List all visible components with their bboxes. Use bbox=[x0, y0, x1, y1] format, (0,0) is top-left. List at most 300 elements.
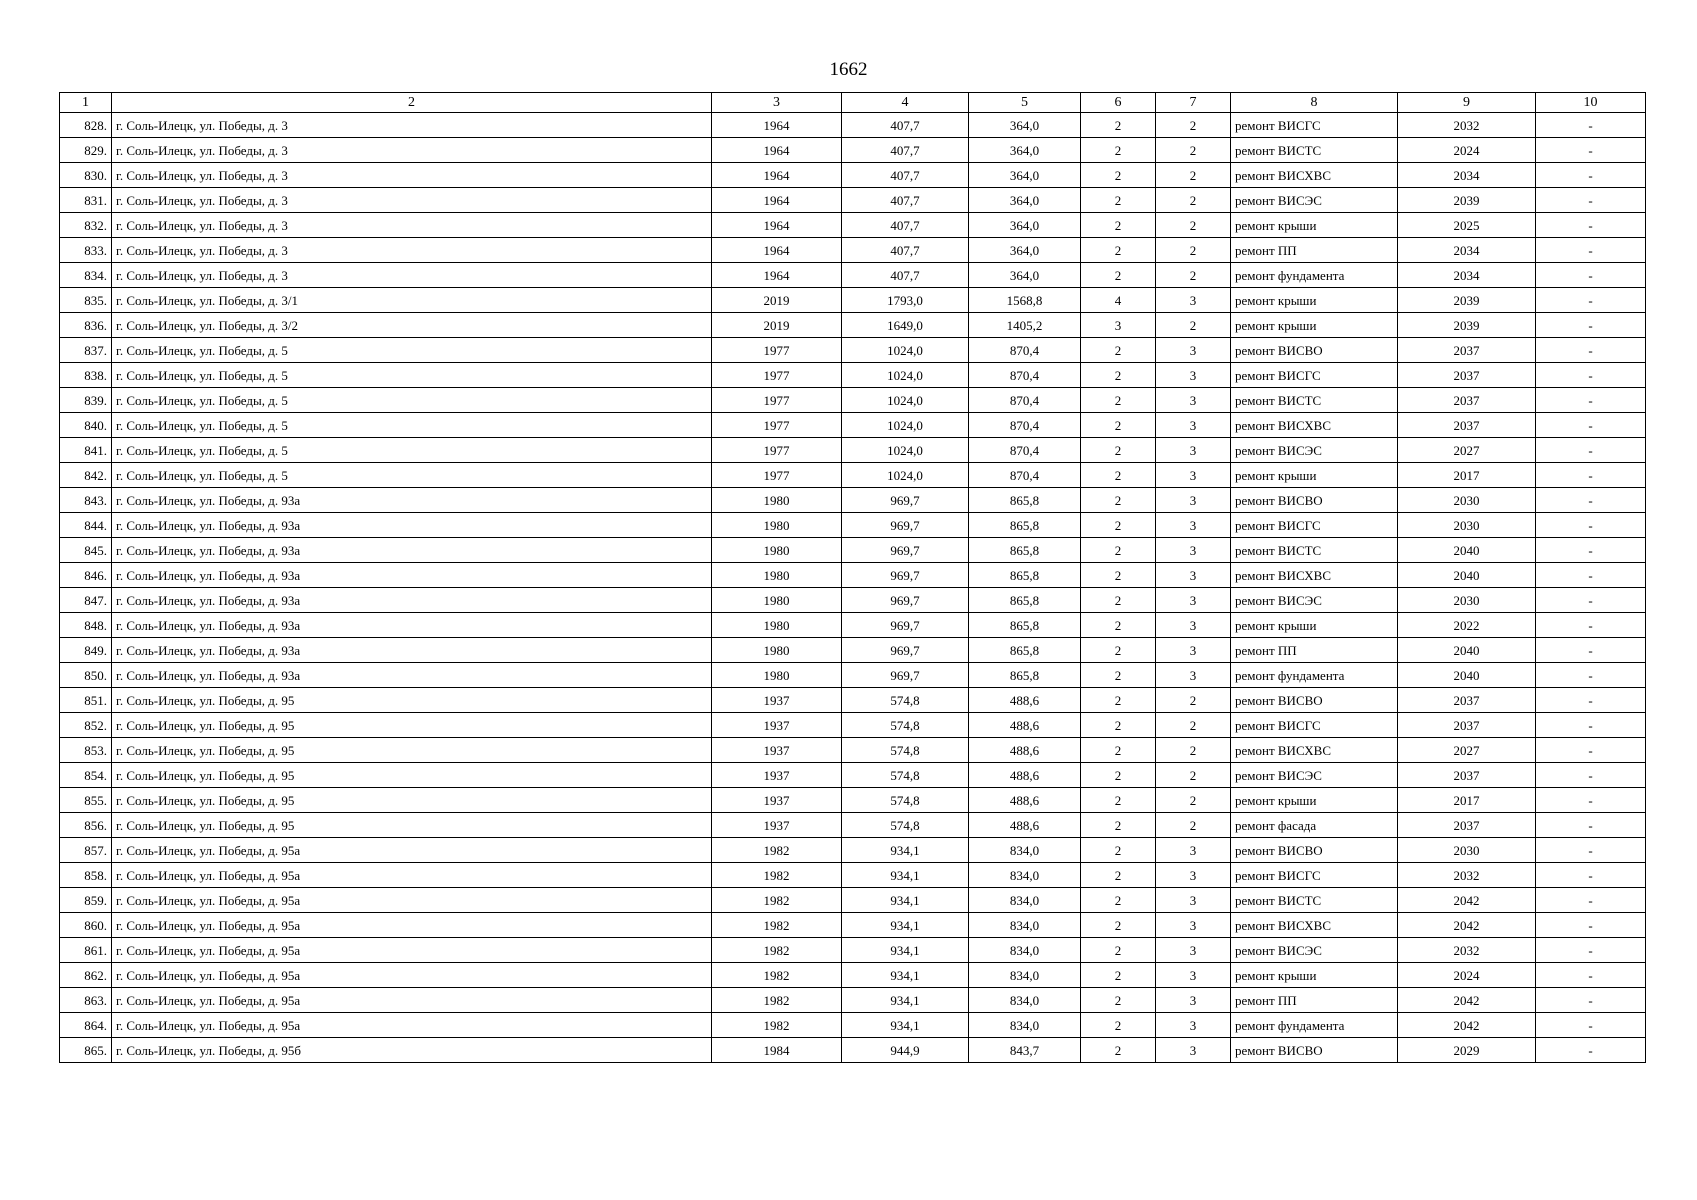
address-cell: г. Соль-Илецк, ул. Победы, д. 5 bbox=[112, 388, 712, 413]
total-area-cell: 934,1 bbox=[842, 1013, 969, 1038]
living-area-cell: 865,8 bbox=[969, 513, 1081, 538]
total-area-cell: 407,7 bbox=[842, 213, 969, 238]
note-cell: - bbox=[1536, 563, 1646, 588]
total-area-cell: 1793,0 bbox=[842, 288, 969, 313]
year-cell: 1964 bbox=[712, 188, 842, 213]
note-cell: - bbox=[1536, 363, 1646, 388]
table-row bbox=[60, 438, 1646, 463]
work-type-cell: ремонт фундамента bbox=[1231, 663, 1398, 688]
address-cell: г. Соль-Илецк, ул. Победы, д. 3 bbox=[112, 188, 712, 213]
floors-cell: 2 bbox=[1081, 488, 1156, 513]
plan-year-cell: 2042 bbox=[1398, 1013, 1536, 1038]
work-type-cell: ремонт ВИСВО bbox=[1231, 838, 1398, 863]
table-row bbox=[60, 413, 1646, 438]
work-type-cell: ремонт ВИСВО bbox=[1231, 338, 1398, 363]
total-area-cell: 1024,0 bbox=[842, 338, 969, 363]
row-number-cell: 856. bbox=[60, 813, 112, 838]
plan-year-cell: 2037 bbox=[1398, 363, 1536, 388]
work-type-cell: ремонт крыши bbox=[1231, 463, 1398, 488]
row-number-cell: 838. bbox=[60, 363, 112, 388]
year-cell: 1964 bbox=[712, 238, 842, 263]
entrances-cell: 3 bbox=[1156, 638, 1231, 663]
total-area-cell: 574,8 bbox=[842, 813, 969, 838]
entrances-cell: 3 bbox=[1156, 438, 1231, 463]
total-area-cell: 1649,0 bbox=[842, 313, 969, 338]
living-area-cell: 488,6 bbox=[969, 738, 1081, 763]
table-row bbox=[60, 913, 1646, 938]
year-cell: 1980 bbox=[712, 513, 842, 538]
entrances-cell: 3 bbox=[1156, 363, 1231, 388]
total-area-cell: 934,1 bbox=[842, 913, 969, 938]
note-cell: - bbox=[1536, 138, 1646, 163]
plan-year-cell: 2017 bbox=[1398, 788, 1536, 813]
address-cell: г. Соль-Илецк, ул. Победы, д. 3 bbox=[112, 263, 712, 288]
row-number-cell: 842. bbox=[60, 463, 112, 488]
entrances-cell: 3 bbox=[1156, 963, 1231, 988]
address-cell: г. Соль-Илецк, ул. Победы, д. 95б bbox=[112, 1038, 712, 1063]
address-cell: г. Соль-Илецк, ул. Победы, д. 95 bbox=[112, 713, 712, 738]
year-cell: 1937 bbox=[712, 713, 842, 738]
total-area-cell: 407,7 bbox=[842, 138, 969, 163]
row-number-cell: 847. bbox=[60, 588, 112, 613]
floors-cell: 2 bbox=[1081, 763, 1156, 788]
note-cell: - bbox=[1536, 213, 1646, 238]
work-type-cell: ремонт фундамента bbox=[1231, 1013, 1398, 1038]
address-cell: г. Соль-Илецк, ул. Победы, д. 5 bbox=[112, 338, 712, 363]
row-number-cell: 846. bbox=[60, 563, 112, 588]
living-area-cell: 488,6 bbox=[969, 788, 1081, 813]
work-type-cell: ремонт ВИСХВС bbox=[1231, 163, 1398, 188]
row-number-cell: 836. bbox=[60, 313, 112, 338]
work-type-cell: ремонт крыши bbox=[1231, 963, 1398, 988]
floors-cell: 2 bbox=[1081, 613, 1156, 638]
living-area-cell: 488,6 bbox=[969, 763, 1081, 788]
note-cell: - bbox=[1536, 638, 1646, 663]
entrances-cell: 3 bbox=[1156, 1013, 1231, 1038]
total-area-cell: 574,8 bbox=[842, 763, 969, 788]
year-cell: 1977 bbox=[712, 338, 842, 363]
row-number-cell: 841. bbox=[60, 438, 112, 463]
plan-year-cell: 2037 bbox=[1398, 713, 1536, 738]
address-cell: г. Соль-Илецк, ул. Победы, д. 95а bbox=[112, 913, 712, 938]
work-type-cell: ремонт ВИСХВС bbox=[1231, 913, 1398, 938]
entrances-cell: 3 bbox=[1156, 663, 1231, 688]
table-row bbox=[60, 188, 1646, 213]
address-cell: г. Соль-Илецк, ул. Победы, д. 3 bbox=[112, 138, 712, 163]
total-area-cell: 407,7 bbox=[842, 238, 969, 263]
plan-year-cell: 2032 bbox=[1398, 863, 1536, 888]
year-cell: 1964 bbox=[712, 138, 842, 163]
column-header: 9 bbox=[1398, 93, 1536, 113]
living-area-cell: 364,0 bbox=[969, 163, 1081, 188]
year-cell: 1980 bbox=[712, 563, 842, 588]
floors-cell: 2 bbox=[1081, 138, 1156, 163]
total-area-cell: 1024,0 bbox=[842, 363, 969, 388]
work-type-cell: ремонт ВИСХВС bbox=[1231, 738, 1398, 763]
note-cell: - bbox=[1536, 838, 1646, 863]
row-number-cell: 857. bbox=[60, 838, 112, 863]
note-cell: - bbox=[1536, 1038, 1646, 1063]
entrances-cell: 2 bbox=[1156, 788, 1231, 813]
address-cell: г. Соль-Илецк, ул. Победы, д. 3/1 bbox=[112, 288, 712, 313]
entrances-cell: 3 bbox=[1156, 888, 1231, 913]
living-area-cell: 834,0 bbox=[969, 988, 1081, 1013]
row-number-cell: 829. bbox=[60, 138, 112, 163]
table-row bbox=[60, 363, 1646, 388]
year-cell: 1982 bbox=[712, 963, 842, 988]
living-area-cell: 865,8 bbox=[969, 488, 1081, 513]
living-area-cell: 865,8 bbox=[969, 588, 1081, 613]
address-cell: г. Соль-Илецк, ул. Победы, д. 95а bbox=[112, 863, 712, 888]
year-cell: 1977 bbox=[712, 463, 842, 488]
table-row bbox=[60, 163, 1646, 188]
entrances-cell: 2 bbox=[1156, 213, 1231, 238]
page-number: 1662 bbox=[829, 59, 868, 80]
floors-cell: 2 bbox=[1081, 163, 1156, 188]
table-row bbox=[60, 638, 1646, 663]
register-table bbox=[59, 92, 1646, 1063]
note-cell: - bbox=[1536, 788, 1646, 813]
address-cell: г. Соль-Илецк, ул. Победы, д. 3 bbox=[112, 238, 712, 263]
year-cell: 1982 bbox=[712, 1013, 842, 1038]
year-cell: 1937 bbox=[712, 688, 842, 713]
row-number-cell: 865. bbox=[60, 1038, 112, 1063]
address-cell: г. Соль-Илецк, ул. Победы, д. 3 bbox=[112, 163, 712, 188]
table-row bbox=[60, 613, 1646, 638]
floors-cell: 2 bbox=[1081, 1038, 1156, 1063]
address-cell: г. Соль-Илецк, ул. Победы, д. 93а bbox=[112, 538, 712, 563]
entrances-cell: 3 bbox=[1156, 338, 1231, 363]
plan-year-cell: 2034 bbox=[1398, 238, 1536, 263]
address-cell: г. Соль-Илецк, ул. Победы, д. 95а bbox=[112, 938, 712, 963]
note-cell: - bbox=[1536, 1013, 1646, 1038]
work-type-cell: ремонт крыши bbox=[1231, 613, 1398, 638]
living-area-cell: 834,0 bbox=[969, 838, 1081, 863]
address-cell: г. Соль-Илецк, ул. Победы, д. 95 bbox=[112, 688, 712, 713]
entrances-cell: 3 bbox=[1156, 913, 1231, 938]
living-area-cell: 870,4 bbox=[969, 388, 1081, 413]
floors-cell: 2 bbox=[1081, 938, 1156, 963]
address-cell: г. Соль-Илецк, ул. Победы, д. 95а bbox=[112, 888, 712, 913]
row-number-cell: 853. bbox=[60, 738, 112, 763]
plan-year-cell: 2024 bbox=[1398, 963, 1536, 988]
address-cell: г. Соль-Илецк, ул. Победы, д. 5 bbox=[112, 463, 712, 488]
table-row bbox=[60, 463, 1646, 488]
work-type-cell: ремонт ВИСГС bbox=[1231, 713, 1398, 738]
year-cell: 1937 bbox=[712, 788, 842, 813]
table-row bbox=[60, 788, 1646, 813]
year-cell: 1964 bbox=[712, 163, 842, 188]
living-area-cell: 488,6 bbox=[969, 688, 1081, 713]
plan-year-cell: 2034 bbox=[1398, 163, 1536, 188]
total-area-cell: 407,7 bbox=[842, 113, 969, 138]
floors-cell: 2 bbox=[1081, 788, 1156, 813]
address-cell: г. Соль-Илецк, ул. Победы, д. 5 bbox=[112, 438, 712, 463]
floors-cell: 2 bbox=[1081, 813, 1156, 838]
address-cell: г. Соль-Илецк, ул. Победы, д. 93а bbox=[112, 638, 712, 663]
table-row bbox=[60, 238, 1646, 263]
address-cell: г. Соль-Илецк, ул. Победы, д. 3 bbox=[112, 213, 712, 238]
work-type-cell: ремонт ВИСЭС bbox=[1231, 188, 1398, 213]
plan-year-cell: 2017 bbox=[1398, 463, 1536, 488]
plan-year-cell: 2025 bbox=[1398, 213, 1536, 238]
year-cell: 1982 bbox=[712, 988, 842, 1013]
floors-cell: 2 bbox=[1081, 538, 1156, 563]
year-cell: 1937 bbox=[712, 763, 842, 788]
work-type-cell: ремонт ВИСХВС bbox=[1231, 563, 1398, 588]
table-row bbox=[60, 338, 1646, 363]
table-row bbox=[60, 963, 1646, 988]
living-area-cell: 488,6 bbox=[969, 713, 1081, 738]
plan-year-cell: 2030 bbox=[1398, 488, 1536, 513]
living-area-cell: 488,6 bbox=[969, 813, 1081, 838]
address-cell: г. Соль-Илецк, ул. Победы, д. 93а bbox=[112, 488, 712, 513]
total-area-cell: 407,7 bbox=[842, 263, 969, 288]
table-row bbox=[60, 888, 1646, 913]
row-number-cell: 832. bbox=[60, 213, 112, 238]
living-area-cell: 364,0 bbox=[969, 213, 1081, 238]
note-cell: - bbox=[1536, 663, 1646, 688]
entrances-cell: 2 bbox=[1156, 138, 1231, 163]
plan-year-cell: 2040 bbox=[1398, 538, 1536, 563]
note-cell: - bbox=[1536, 688, 1646, 713]
note-cell: - bbox=[1536, 313, 1646, 338]
total-area-cell: 969,7 bbox=[842, 538, 969, 563]
note-cell: - bbox=[1536, 963, 1646, 988]
row-number-cell: 862. bbox=[60, 963, 112, 988]
year-cell: 1980 bbox=[712, 663, 842, 688]
entrances-cell: 3 bbox=[1156, 388, 1231, 413]
living-area-cell: 865,8 bbox=[969, 538, 1081, 563]
table-row bbox=[60, 813, 1646, 838]
entrances-cell: 3 bbox=[1156, 463, 1231, 488]
address-cell: г. Соль-Илецк, ул. Победы, д. 95 bbox=[112, 763, 712, 788]
work-type-cell: ремонт фасада bbox=[1231, 813, 1398, 838]
floors-cell: 2 bbox=[1081, 663, 1156, 688]
floors-cell: 2 bbox=[1081, 438, 1156, 463]
living-area-cell: 834,0 bbox=[969, 888, 1081, 913]
row-number-cell: 828. bbox=[60, 113, 112, 138]
row-number-cell: 851. bbox=[60, 688, 112, 713]
floors-cell: 2 bbox=[1081, 838, 1156, 863]
address-cell: г. Соль-Илецк, ул. Победы, д. 5 bbox=[112, 363, 712, 388]
table-row bbox=[60, 838, 1646, 863]
plan-year-cell: 2042 bbox=[1398, 913, 1536, 938]
column-header: 8 bbox=[1231, 93, 1398, 113]
living-area-cell: 865,8 bbox=[969, 638, 1081, 663]
floors-cell: 2 bbox=[1081, 713, 1156, 738]
entrances-cell: 3 bbox=[1156, 513, 1231, 538]
year-cell: 1980 bbox=[712, 613, 842, 638]
table-row bbox=[60, 263, 1646, 288]
work-type-cell: ремонт ВИСГС bbox=[1231, 513, 1398, 538]
entrances-cell: 2 bbox=[1156, 313, 1231, 338]
floors-cell: 2 bbox=[1081, 888, 1156, 913]
work-type-cell: ремонт крыши bbox=[1231, 788, 1398, 813]
entrances-cell: 2 bbox=[1156, 813, 1231, 838]
living-area-cell: 870,4 bbox=[969, 338, 1081, 363]
floors-cell: 4 bbox=[1081, 288, 1156, 313]
work-type-cell: ремонт ВИСЭС bbox=[1231, 938, 1398, 963]
note-cell: - bbox=[1536, 263, 1646, 288]
table-row bbox=[60, 1013, 1646, 1038]
entrances-cell: 3 bbox=[1156, 413, 1231, 438]
year-cell: 1977 bbox=[712, 413, 842, 438]
note-cell: - bbox=[1536, 338, 1646, 363]
floors-cell: 2 bbox=[1081, 1013, 1156, 1038]
year-cell: 2019 bbox=[712, 288, 842, 313]
floors-cell: 2 bbox=[1081, 863, 1156, 888]
total-area-cell: 1024,0 bbox=[842, 388, 969, 413]
column-header: 5 bbox=[969, 93, 1081, 113]
address-cell: г. Соль-Илецк, ул. Победы, д. 93а bbox=[112, 563, 712, 588]
work-type-cell: ремонт ВИСХВС bbox=[1231, 413, 1398, 438]
total-area-cell: 574,8 bbox=[842, 688, 969, 713]
row-number-cell: 854. bbox=[60, 763, 112, 788]
plan-year-cell: 2039 bbox=[1398, 288, 1536, 313]
address-cell: г. Соль-Илецк, ул. Победы, д. 93а bbox=[112, 663, 712, 688]
row-number-cell: 863. bbox=[60, 988, 112, 1013]
row-number-cell: 830. bbox=[60, 163, 112, 188]
column-header: 2 bbox=[112, 93, 712, 113]
plan-year-cell: 2037 bbox=[1398, 388, 1536, 413]
living-area-cell: 1568,8 bbox=[969, 288, 1081, 313]
row-number-cell: 844. bbox=[60, 513, 112, 538]
living-area-cell: 834,0 bbox=[969, 863, 1081, 888]
address-cell: г. Соль-Илецк, ул. Победы, д. 93а bbox=[112, 513, 712, 538]
plan-year-cell: 2042 bbox=[1398, 988, 1536, 1013]
year-cell: 1977 bbox=[712, 388, 842, 413]
entrances-cell: 2 bbox=[1156, 188, 1231, 213]
plan-year-cell: 2032 bbox=[1398, 113, 1536, 138]
living-area-cell: 870,4 bbox=[969, 363, 1081, 388]
work-type-cell: ремонт ВИСВО bbox=[1231, 1038, 1398, 1063]
floors-cell: 2 bbox=[1081, 263, 1156, 288]
work-type-cell: ремонт ВИСТС bbox=[1231, 388, 1398, 413]
living-area-cell: 364,0 bbox=[969, 238, 1081, 263]
living-area-cell: 870,4 bbox=[969, 463, 1081, 488]
note-cell: - bbox=[1536, 613, 1646, 638]
total-area-cell: 934,1 bbox=[842, 963, 969, 988]
row-number-cell: 835. bbox=[60, 288, 112, 313]
note-cell: - bbox=[1536, 888, 1646, 913]
work-type-cell: ремонт крыши bbox=[1231, 313, 1398, 338]
floors-cell: 2 bbox=[1081, 363, 1156, 388]
entrances-cell: 3 bbox=[1156, 538, 1231, 563]
floors-cell: 2 bbox=[1081, 638, 1156, 663]
entrances-cell: 3 bbox=[1156, 563, 1231, 588]
living-area-cell: 834,0 bbox=[969, 963, 1081, 988]
row-number-cell: 852. bbox=[60, 713, 112, 738]
living-area-cell: 870,4 bbox=[969, 413, 1081, 438]
floors-cell: 2 bbox=[1081, 563, 1156, 588]
note-cell: - bbox=[1536, 288, 1646, 313]
table-row bbox=[60, 138, 1646, 163]
table-row bbox=[60, 538, 1646, 563]
total-area-cell: 934,1 bbox=[842, 838, 969, 863]
note-cell: - bbox=[1536, 488, 1646, 513]
work-type-cell: ремонт ВИСГС bbox=[1231, 863, 1398, 888]
total-area-cell: 969,7 bbox=[842, 613, 969, 638]
total-area-cell: 574,8 bbox=[842, 713, 969, 738]
entrances-cell: 2 bbox=[1156, 713, 1231, 738]
table-row bbox=[60, 663, 1646, 688]
year-cell: 1982 bbox=[712, 863, 842, 888]
floors-cell: 2 bbox=[1081, 913, 1156, 938]
living-area-cell: 834,0 bbox=[969, 938, 1081, 963]
table-row bbox=[60, 938, 1646, 963]
year-cell: 1937 bbox=[712, 738, 842, 763]
year-cell: 1982 bbox=[712, 888, 842, 913]
note-cell: - bbox=[1536, 988, 1646, 1013]
year-cell: 1980 bbox=[712, 538, 842, 563]
note-cell: - bbox=[1536, 713, 1646, 738]
plan-year-cell: 2029 bbox=[1398, 1038, 1536, 1063]
table-row bbox=[60, 763, 1646, 788]
year-cell: 1984 bbox=[712, 1038, 842, 1063]
living-area-cell: 865,8 bbox=[969, 613, 1081, 638]
row-number-cell: 855. bbox=[60, 788, 112, 813]
floors-cell: 3 bbox=[1081, 313, 1156, 338]
plan-year-cell: 2037 bbox=[1398, 338, 1536, 363]
living-area-cell: 364,0 bbox=[969, 113, 1081, 138]
total-area-cell: 934,1 bbox=[842, 888, 969, 913]
row-number-cell: 850. bbox=[60, 663, 112, 688]
total-area-cell: 1024,0 bbox=[842, 413, 969, 438]
row-number-cell: 858. bbox=[60, 863, 112, 888]
year-cell: 2019 bbox=[712, 313, 842, 338]
floors-cell: 2 bbox=[1081, 988, 1156, 1013]
address-cell: г. Соль-Илецк, ул. Победы, д. 93а bbox=[112, 588, 712, 613]
address-cell: г. Соль-Илецк, ул. Победы, д. 3 bbox=[112, 113, 712, 138]
work-type-cell: ремонт ВИСВО bbox=[1231, 688, 1398, 713]
note-cell: - bbox=[1536, 938, 1646, 963]
entrances-cell: 3 bbox=[1156, 863, 1231, 888]
note-cell: - bbox=[1536, 438, 1646, 463]
row-number-cell: 831. bbox=[60, 188, 112, 213]
total-area-cell: 574,8 bbox=[842, 738, 969, 763]
address-cell: г. Соль-Илецк, ул. Победы, д. 93а bbox=[112, 613, 712, 638]
address-cell: г. Соль-Илецк, ул. Победы, д. 5 bbox=[112, 413, 712, 438]
entrances-cell: 3 bbox=[1156, 488, 1231, 513]
column-header: 10 bbox=[1536, 93, 1646, 113]
note-cell: - bbox=[1536, 238, 1646, 263]
floors-cell: 2 bbox=[1081, 738, 1156, 763]
plan-year-cell: 2040 bbox=[1398, 663, 1536, 688]
plan-year-cell: 2030 bbox=[1398, 588, 1536, 613]
living-area-cell: 865,8 bbox=[969, 663, 1081, 688]
total-area-cell: 934,1 bbox=[842, 988, 969, 1013]
table-row bbox=[60, 513, 1646, 538]
table-row bbox=[60, 288, 1646, 313]
entrances-cell: 2 bbox=[1156, 263, 1231, 288]
note-cell: - bbox=[1536, 113, 1646, 138]
table-row bbox=[60, 588, 1646, 613]
address-cell: г. Соль-Илецк, ул. Победы, д. 95 bbox=[112, 738, 712, 763]
note-cell: - bbox=[1536, 738, 1646, 763]
address-cell: г. Соль-Илецк, ул. Победы, д. 95 bbox=[112, 788, 712, 813]
note-cell: - bbox=[1536, 813, 1646, 838]
entrances-cell: 3 bbox=[1156, 838, 1231, 863]
floors-cell: 2 bbox=[1081, 513, 1156, 538]
floors-cell: 2 bbox=[1081, 963, 1156, 988]
note-cell: - bbox=[1536, 863, 1646, 888]
work-type-cell: ремонт ПП bbox=[1231, 638, 1398, 663]
living-area-cell: 1405,2 bbox=[969, 313, 1081, 338]
table-row bbox=[60, 113, 1646, 138]
column-header: 6 bbox=[1081, 93, 1156, 113]
living-area-cell: 364,0 bbox=[969, 138, 1081, 163]
